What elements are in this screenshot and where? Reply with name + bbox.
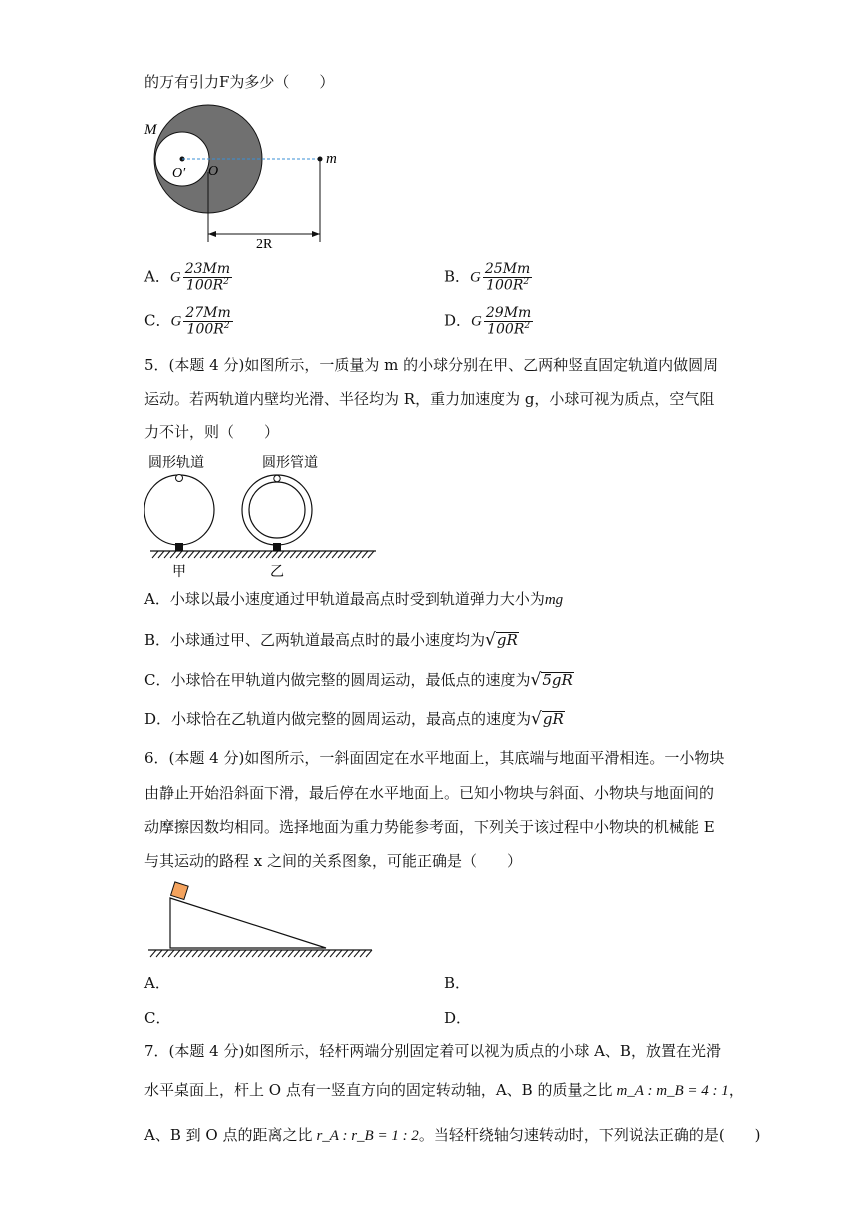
option-text: A．小球以最小速度通过甲轨道最高点时受到轨道弹力大小为: [144, 590, 545, 608]
option-math: gR: [496, 631, 518, 649]
label-circular-tube: 圆形管道: [262, 455, 318, 471]
q6-option-a: A．: [144, 974, 170, 992]
dim-arrowhead-left: [208, 231, 216, 237]
label-jia: 甲: [172, 564, 186, 580]
q6-option-c: C．: [144, 1009, 171, 1027]
label-2R: 2R: [256, 237, 273, 252]
q7-stem-line-1: 7．(本题 4 分)如图所示，轻杆两端分别固定着可以视为质点的小球 A、B，放置在光滑: [144, 1042, 721, 1060]
exponent: 2: [223, 320, 230, 331]
label-M: M: [144, 122, 157, 138]
q6-stem-line-4: 与其运动的路程 x 之间的关系图象，可能正确是（ ）: [144, 852, 522, 870]
support-jia: [175, 543, 183, 551]
incline: [170, 898, 326, 948]
label-m: m: [326, 151, 337, 167]
gravity-constant: G: [170, 313, 182, 330]
q5-stem-line-1: 5．(本题 4 分)如图所示，一质量为 m 的小球分别在甲、乙两种竖直固定轨道内做圆周: [144, 356, 719, 374]
option-letter: D．: [444, 311, 472, 330]
q5-option-b: [144, 632, 519, 648]
q6-stem-line-3: 动摩擦因数均相同。选择地面为重力势能参考面，下列关于该过程中小物块的机械能 E: [144, 818, 715, 836]
option-letter: A．: [144, 267, 170, 286]
exponent: 2: [223, 276, 229, 287]
option-letter: B．: [444, 267, 471, 286]
gravity-constant: G: [470, 269, 481, 286]
q7-line-2-text: 水平桌面上，杆上 O 点有一竖直方向的固定转动轴，A、B 的质量之比: [144, 1081, 613, 1099]
track-jia-circle: [144, 475, 214, 545]
label-yi: 乙: [270, 564, 284, 580]
q7-line-3-text: A、B 到 O 点的距离之比: [144, 1126, 313, 1144]
fraction-denominator: 100R: [186, 321, 224, 338]
q4-option-b: [444, 262, 532, 293]
ball-yi: [274, 475, 280, 481]
exponent: 2: [523, 276, 530, 287]
gravity-constant: G: [471, 313, 482, 330]
dim-arrowhead-right: [312, 231, 320, 237]
block: [171, 882, 189, 900]
q6-figure-diagram: [144, 878, 376, 962]
sqrt-sign: √: [485, 630, 496, 650]
q6-option-b: B．: [444, 974, 471, 992]
fraction-numerator: 23Mm: [184, 261, 231, 277]
option-letter: C．: [144, 311, 171, 330]
q4-tail-text: 的万有引力F为多少（ ）: [144, 73, 335, 91]
fraction-numerator: 25Mm: [484, 261, 531, 277]
option-math: mg: [544, 592, 564, 608]
q5-option-a: [144, 592, 563, 608]
fraction-numerator: 27Mm: [185, 305, 231, 321]
q7-stem-line-3: [144, 1128, 761, 1144]
q7-line-3-tail: 。当轻杆绕轴匀速转动时，下列说法正确的是( ): [418, 1126, 761, 1144]
gravity-constant: G: [169, 269, 181, 286]
q5-stem-line-3: 力不计，则（ ）: [144, 423, 280, 441]
q4-option-d: [444, 306, 533, 337]
fraction-numerator: 29Mm: [485, 305, 532, 321]
tube-yi-inner: [249, 482, 305, 538]
support-yi: [273, 543, 281, 551]
q6-stem-line-2: 由静止开始沿斜面下滑，最后停在水平地面上。已知小物块与斜面、小物块与地面间的: [144, 784, 715, 802]
label-O: O: [208, 164, 219, 179]
fraction-denominator: 100R: [486, 277, 524, 294]
q5-option-d: [144, 711, 565, 727]
q4-option-a: [144, 262, 232, 293]
q7-dist-ratio: r_A : r_B = 1 : 2: [316, 1128, 419, 1144]
option-math: gR: [542, 710, 564, 728]
ground-hatch: [152, 551, 374, 558]
q5-figure-diagram: [144, 451, 384, 581]
q4-option-c: [144, 306, 233, 337]
q4-figure-diagram: [140, 104, 360, 252]
option-text: B．小球通过甲、乙两轨道最高点时的最小速度均为: [144, 631, 486, 649]
q7-mass-ratio: m_A : m_B = 4 : 1: [616, 1083, 729, 1099]
q6-option-d: D．: [444, 1009, 472, 1027]
sqrt-sign: √: [531, 709, 542, 729]
ground-hatch: [150, 950, 372, 957]
q5-stem-line-2: 运动。若两轨道内壁均光滑、半径均为 R，重力加速度为 g，小球可视为质点，空气阻: [144, 390, 715, 408]
label-circular-track: 圆形轨道: [148, 455, 204, 471]
sqrt-sign: √: [530, 670, 542, 690]
tube-yi-outer: [242, 475, 312, 545]
q7-stem-line-2: 水平桌面上，杆上 O 点有一竖直方向的固定转动轴，A、B 的质量之比 m_A : m_B = 4 : 1，: [144, 1081, 744, 1099]
exponent: 2: [524, 320, 531, 331]
label-O-prime: O′: [172, 166, 186, 181]
fraction-denominator: 100R: [487, 321, 525, 338]
ball-jia: [176, 475, 183, 482]
option-text: C．小球恰在甲轨道内做完整的圆周运动，最低点的速度为: [144, 671, 531, 689]
fraction-denominator: 100R: [185, 277, 224, 294]
option-math: 5gR: [542, 671, 573, 689]
q5-option-c: [144, 672, 574, 688]
q6-stem-line-1: 6．(本题 4 分)如图所示，一斜面固定在水平地面上，其底端与地面平滑相连。一小物块: [144, 749, 725, 767]
option-text: D．小球恰在乙轨道内做完整的圆周运动，最高点的速度为: [144, 710, 532, 728]
